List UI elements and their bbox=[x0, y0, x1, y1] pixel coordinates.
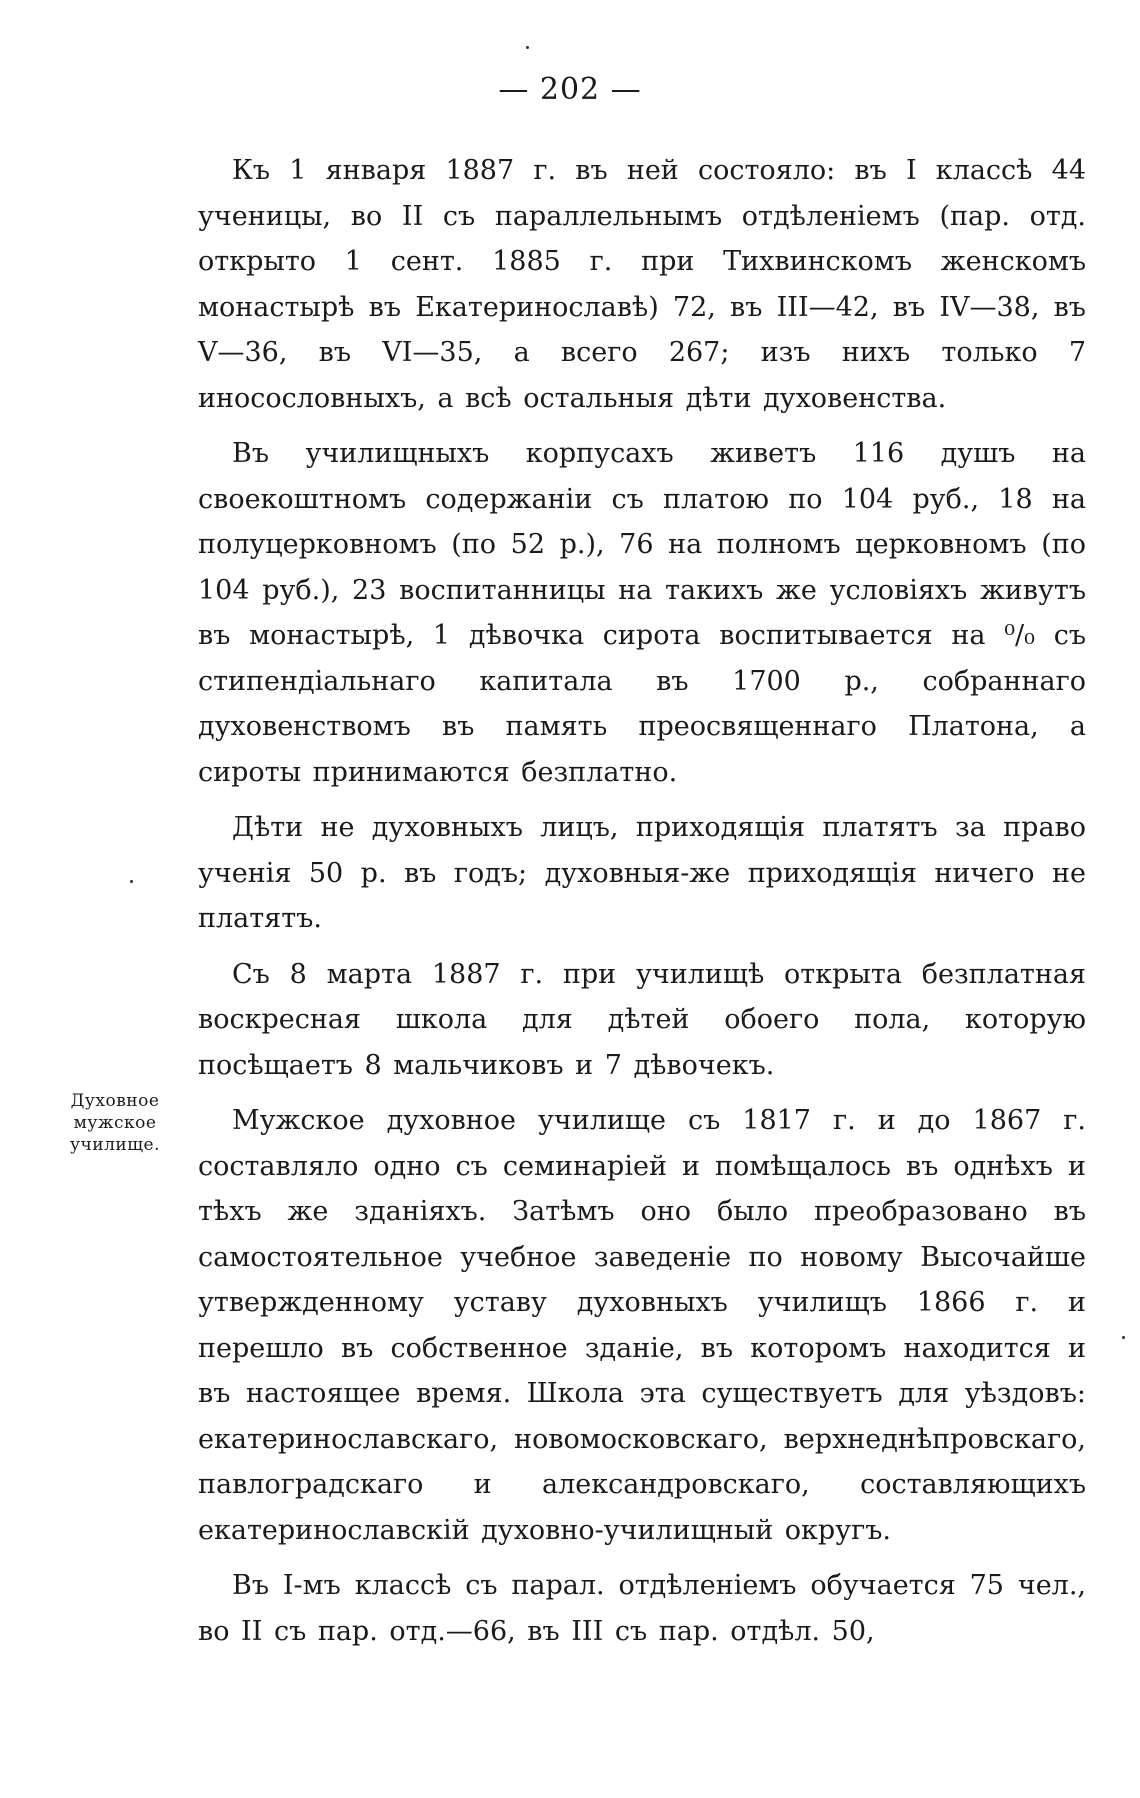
stray-dot-mark bbox=[1122, 1336, 1125, 1339]
paragraph-enrollment-1887: Къ 1 января 1887 г. въ ней состояло: въ I классѣ 44 ученицы, во II съ параллельнымъ отдѣленіемъ (пар. отд. открыто 1 сент. 1885 г. при Тихвинскомъ женскомъ монастырѣ въ Екатеринославѣ) 72, въ III—42, въ IV—38, въ V—36, въ VI—35, а всего 267; изъ нихъ только 7 иносословныхъ, а всѣ остальныя дѣти духовенства. bbox=[198, 155, 1086, 414]
margin-note: Духовное мужское училище. bbox=[70, 1091, 160, 1155]
paragraph-sunday-school: Съ 8 марта 1887 г. при училищѣ открыта безплатная воскресная школа для дѣтей обоего пола, которую посѣщаетъ 8 мальчиковъ и 7 дѣвочекъ. bbox=[198, 958, 1086, 1081]
body-text bbox=[198, 148, 1086, 1664]
paragraph-class-enrollment: Въ I-мъ классѣ съ парал. отдѣленіемъ обучается 75 чел., во II съ пар. отд.—66, въ III съ пар. отдѣл. 50, bbox=[198, 1570, 1086, 1647]
paragraph-fees: Дѣти не духовныхъ лицъ, приходящія платятъ за право ученія 50 р. въ годъ; духовныя-же приходящія ничего не платятъ. bbox=[198, 812, 1086, 934]
page-number: — 202 — bbox=[498, 72, 642, 107]
stray-dot-mark bbox=[526, 46, 529, 49]
paragraph-boarding: Въ училищныхъ корпусахъ живетъ 116 душъ на своекоштномъ содержаніи съ платою по 104 руб., 18 на полуцерковномъ (по 52 р.), 76 на полномъ церковномъ (по 104 руб.), 23 воспитанницы на такихъ же условіяхъ живутъ въ монастырѣ, 1 дѣвочка сирота воспитывается на ⁰/₀ съ стипендіальнаго капитала въ 1700 р., собраннаго духовенствомъ въ память преосвященнаго Платона, а сироты принимаются безплатно. bbox=[198, 438, 1086, 788]
paragraph-mens-school: Мужское духовное училище съ 1817 г. и до 1867 г. составляло одно съ семинаріей и помѣщалось въ однѣхъ и тѣхъ же зданіяхъ. Затѣмъ оно было преобразовано въ самостоятельное учебное заведеніе по новому Высочайше утвержденному уставу духовныхъ училищъ 1866 г. и перешло въ собственное зданіе, въ которомъ находится и въ настоящее время. Школа эта существуетъ для уѣздовъ: екатеринославскаго, новомосковскаго, верхнеднѣпровскаго, павлоградскаго и александровскаго, составляющихъ екатеринославскій духовно-училищный округъ. bbox=[198, 1105, 1086, 1546]
stray-dot-mark bbox=[130, 880, 133, 883]
